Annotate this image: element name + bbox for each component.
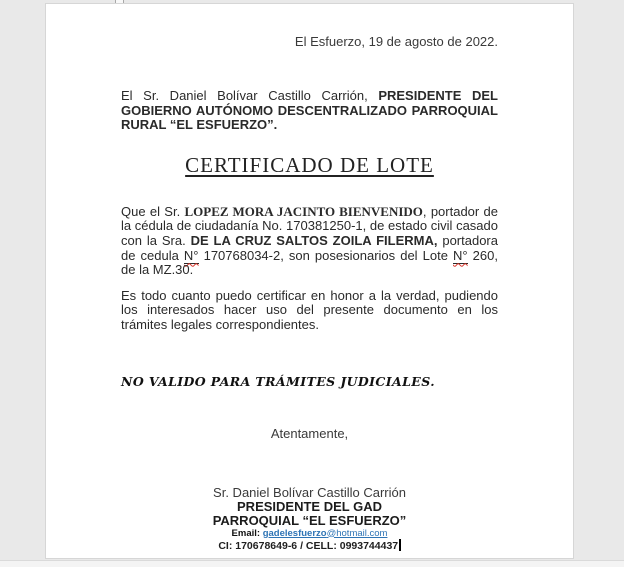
date-line[interactable]: El Esfuerzo, 19 de agosto de 2022.	[294, 34, 498, 49]
document-title[interactable]: CERTIFICADO DE LOTE	[185, 152, 434, 177]
contact-text: CI: 170678649-6 / CELL: 0993744437	[218, 539, 399, 552]
text-run: , portador de la cédula de ciudadanía No. 170381250-1, de estado civil casado con la Sra.	[121, 203, 499, 248]
text-run: DE LA CRUZ SALTOS ZOILA FILERMA,	[190, 232, 438, 248]
document-page[interactable]	[45, 3, 574, 559]
signer-title-line1[interactable]: PRESIDENTE DEL GAD	[237, 498, 382, 514]
signer-email-line	[121, 528, 498, 539]
disclaimer-line[interactable]: NO VALIDO PARA TRÁMITES JUDICIALES.	[121, 373, 435, 389]
signature-block[interactable]	[121, 486, 498, 552]
salutation-line[interactable]: Atentamente,	[270, 425, 349, 441]
bottom-bar	[0, 560, 624, 567]
intro-paragraph[interactable]	[121, 89, 498, 133]
text-run: LOPEZ MORA JACINTO BIENVENIDO	[184, 203, 423, 219]
spellcheck-flagged-text: N°	[453, 247, 468, 263]
closing-paragraph[interactable]: Es todo cuanto puedo certificar en honor a la verdad, pudiendo los interesados hacer uso del presente documento en los trámites legales correspondientes.	[121, 287, 498, 332]
signer-title-line2[interactable]: PARROQUIAL “EL ESFUERZO”	[212, 512, 407, 528]
signer-name[interactable]: Sr. Daniel Bolívar Castillo Carrión	[213, 484, 406, 500]
text-run: 260, de la MZ.30.	[121, 247, 498, 278]
text-run: portadora de cedula	[121, 232, 498, 263]
email-label: Email:	[231, 527, 263, 539]
signer-contact-line[interactable]	[121, 539, 498, 552]
body-paragraph[interactable]	[121, 205, 498, 278]
text-run: Que el Sr.	[121, 203, 185, 219]
text-run: PRESIDENTE DEL GOBIERNO AUTÓNOMO DESCENTRALIZADO PARROQUIAL RURAL “EL ESFUERZO”.	[121, 88, 498, 133]
text-cursor	[399, 539, 401, 551]
email-link[interactable]	[263, 528, 388, 539]
spellcheck-flagged-text: N°	[183, 247, 199, 263]
text-run: 170768034-2, son posesionarios del Lote	[198, 247, 454, 263]
email-domain: @hotmail.com	[326, 527, 388, 539]
email-user: gadelesfuerzo	[262, 527, 327, 539]
text-run: El Sr. Daniel Bolívar Castillo Carrión,	[121, 88, 379, 103]
